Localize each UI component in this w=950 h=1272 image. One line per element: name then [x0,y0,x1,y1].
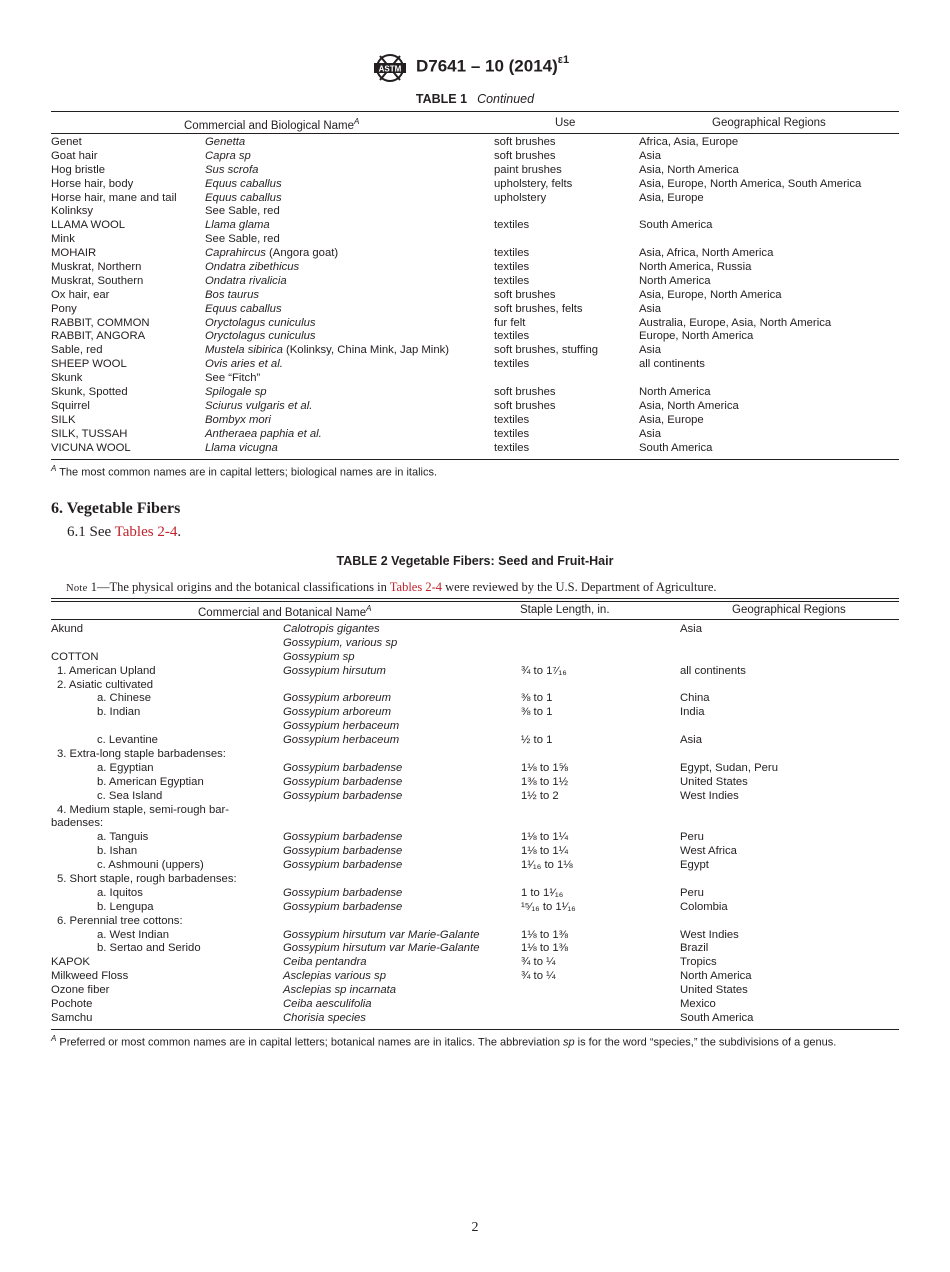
use-cell: fur felt [494,316,526,329]
common-name-cell: 6. Perennial tree cottons: [57,914,183,927]
use-cell: textiles [494,413,530,426]
use-cell: textiles [494,274,530,287]
common-name-cell: Akund [51,623,84,635]
table-row [0,303,950,317]
regions-cell: Australia, Europe, Asia, North America [639,316,832,329]
common-name-cell: Goat hair [51,149,98,162]
table-row [0,804,950,818]
biological-name-note: See Sable, red [205,205,280,218]
table-row [0,247,950,261]
table-row [0,790,950,804]
table2-header-staple: Staple Length, in. [520,604,610,616]
common-name-cell: b. Lengupa [97,900,154,913]
staple-length-cell: ⅜ to 1 [521,692,553,705]
common-name-cell: Skunk, Spotted [51,386,128,399]
table-row [0,192,950,206]
tables-link[interactable]: Tables 2-4 [114,524,178,540]
botanical-name-cell: Asclepias sp incarnata [283,984,397,997]
table-row [0,942,950,956]
biological-name: Antheraea paphia et al. [205,427,322,440]
common-name-cell: Pony [51,302,77,315]
biological-name-note: (Kolinksy, China Mink, Jap Mink) [282,344,450,357]
common-name-cell: 4. Medium staple, semi-rough bar- [57,803,230,816]
biological-name-cell [205,233,280,247]
staple-length-cell: ¹⁵⁄₁₆ to 1¹⁄₁₆ [521,900,576,913]
regions-cell: South America [639,219,713,232]
table-row [0,887,950,901]
table-row [0,692,950,706]
common-name-cell: MOHAIR [51,247,97,260]
table2-header-rule [51,619,899,620]
use-cell: soft brushes [494,399,556,412]
common-name-cell: 5. Short staple, rough barbadenses: [57,873,237,886]
use-cell: textiles [494,441,530,454]
table-row [0,164,950,178]
biological-name-cell [205,289,259,303]
common-name-cell: Ox hair, ear [51,288,110,301]
section-paragraph: 6.1 See Tables 2-4. [67,524,182,540]
biological-name-cell [205,164,258,178]
regions-cell: Asia, Europe [639,191,704,204]
botanical-name-cell: Gossypium herbaceum [283,720,400,733]
regions-cell: Europe, North America [639,330,754,343]
botanical-name-cell: Gossypium barbadense [283,831,403,844]
common-name-cell: 2. Asiatic cultivated [57,678,154,691]
botanical-name-cell: Gossypium arboreum [283,692,391,705]
biological-name-cell [205,442,278,456]
regions-cell: all continents [680,664,746,677]
common-name-cell: RABBIT, COMMON [51,316,150,329]
table-row [0,317,950,331]
biological-name: Capra sp [205,149,251,162]
document-id: D7641 – 10 $(2014)^{\varepsilon 1}$ [416,54,570,76]
common-name-cell: c. Levantine [97,734,158,747]
biological-name: Spilogale sp [205,386,267,399]
table-row [0,873,950,887]
biological-name: Equus caballus [205,177,282,190]
common-name-cell: KAPOK [51,956,90,969]
biological-name-cell [205,205,280,219]
table-row [0,261,950,275]
common-name-cell: COTTON [51,650,99,663]
table-row [0,178,950,192]
regions-cell: all continents [639,358,705,371]
astm-logo-icon [372,52,408,84]
table-row [0,386,950,400]
table1-footnote: $^A$ The most common names are in capital letters; biological names are in italics. [51,464,438,479]
biological-name-cell [205,178,282,192]
common-name-cell: Hog bristle [51,163,105,176]
biological-name-cell [205,428,322,442]
common-name-cell: Samchu [51,1011,93,1024]
use-cell: textiles [494,219,530,232]
table-row [0,1012,950,1026]
table-row [0,330,950,344]
table-row [0,859,950,873]
biological-name: Oryctolagus cuniculus [205,330,316,343]
common-name-cell: VICUNA WOOL [51,441,131,454]
common-name-cell: Milkweed Floss [51,970,129,983]
table2-header-name: Commercial and Botanical Name$^A$ [198,604,372,619]
biological-name-note: See Sable, red [205,233,280,246]
biological-name: Genetta [205,136,246,148]
biological-name: Caprahircus [205,247,266,260]
table-row [0,414,950,428]
staple-length-cell: 1⅛ to 1¼ [521,831,569,844]
table1-caption: TABLE 1 Continued [415,92,535,106]
table-row [0,637,950,651]
table-row [0,748,950,762]
common-name-cell: RABBIT, ANGORA [51,330,146,343]
table-row [0,706,950,720]
table-row [0,665,950,679]
regions-cell: South America [639,441,713,454]
regions-cell: China [680,692,710,705]
use-cell: soft brushes [494,386,556,399]
biological-name: Oryctolagus cuniculus [205,316,316,329]
table-row [0,956,950,970]
common-name-cell: b. Ishan [97,845,138,858]
regions-cell: Asia, Europe [639,413,704,426]
use-cell: soft brushes [494,149,556,162]
botanical-name-cell: Gossypium arboreum [283,706,391,719]
biological-name: Ovis aries et al. [205,358,283,371]
common-name-cell: Kolinksy [51,205,94,218]
biological-name: Bombyx mori [205,413,271,426]
staple-length-cell: 1¹⁄₁₆ to 1⅛ [521,859,573,872]
regions-cell: North America [639,386,711,399]
biological-name-cell [205,303,282,317]
table-row [0,998,950,1012]
table-row [0,358,950,372]
table-row [0,289,950,303]
table-row [0,901,950,915]
common-name-cell: SILK, TUSSAH [51,427,128,440]
staple-length-cell: 1⅜ to 1½ [521,775,569,788]
regions-cell: North America [639,274,711,287]
common-name-cell: Horse hair, body [51,177,134,190]
biological-name-cell [205,275,287,289]
botanical-name-cell: Asclepias various sp [283,970,386,983]
use-cell: soft brushes [494,288,556,301]
biological-name-cell [205,330,316,344]
regions-cell: United States [680,775,748,788]
use-cell: textiles [494,261,530,274]
botanical-name-cell: Gossypium, various sp [283,636,398,649]
biological-name-cell [205,400,312,414]
common-name-cell: 1. American Upland [57,664,156,677]
regions-cell: United States [680,984,748,997]
common-name-cell: a. Tanguis [97,831,149,844]
table-row [0,915,950,929]
table-row [0,233,950,247]
staple-length-cell: ½ to 1 [521,734,553,747]
regions-cell: West Africa [680,845,737,858]
table1-header-rule [51,133,899,134]
common-name-cell: Genet [51,136,82,148]
table-row [0,344,950,358]
table1-bottom-rule [51,459,899,460]
table2-bottom-rule [51,1029,899,1030]
biological-name-cell [205,358,283,372]
common-name-cell: Skunk [51,372,83,385]
botanical-name-cell: Gossypium sp [283,650,355,663]
common-name-cell: Sable, red [51,344,103,357]
staple-length-cell: 1 to 1¹⁄₁₆ [521,886,564,899]
table-row [0,734,950,748]
regions-cell: Tropics [680,956,717,969]
regions-cell: India [680,706,705,719]
common-name-cell: Mink [51,233,75,246]
biological-name: Bos taurus [205,288,260,301]
staple-length-cell: 1⅛ to 1⅝ [521,761,569,774]
table-row [0,776,950,790]
table1-top-rule [51,111,899,112]
biological-name-note: (Angora goat) [265,247,339,260]
regions-cell: West Indies [680,928,739,941]
regions-cell: South America [680,1011,754,1024]
use-cell: upholstery, felts [494,177,573,190]
biological-name-cell [205,317,316,331]
staple-length-cell: ¾ to 1⁷⁄₁₆ [521,664,567,677]
common-name-cell: LLAMA WOOL [51,219,126,232]
regions-cell: Asia, Africa, North America [639,247,774,260]
regions-cell: North America, Russia [639,261,752,274]
biological-name: Ondatra zibethicus [205,261,300,274]
staple-length-cell: 1⅛ to 1⅜ [521,942,569,955]
use-cell: textiles [494,330,530,343]
table-row [0,136,950,150]
table-row [0,817,950,831]
common-name-cell: Muskrat, Northern [51,261,142,274]
common-name-cell: SILK [51,413,76,426]
botanical-name-cell: Gossypium barbadense [283,761,403,774]
common-name-cell: Squirrel [51,399,90,412]
regions-cell: Asia, Europe, North America [639,288,782,301]
regions-cell: Asia, North America [639,399,739,412]
staple-length-cell: ⅜ to 1 [521,706,553,719]
staple-length-cell: 1⅛ to 1¼ [521,845,569,858]
staple-length-cell: 1½ to 2 [521,789,559,802]
common-name-cell: badenses: [51,817,104,830]
biological-name-note: See “Fitch” [205,372,261,385]
regions-cell: Asia [680,734,702,747]
common-name-cell: c. Sea Island [97,789,163,802]
biological-name: Llama glama [205,219,270,232]
table1-header-use: Use [555,117,576,129]
table-row [0,679,950,693]
biological-name-cell [205,192,282,206]
botanical-name-cell: Gossypium barbadense [283,886,403,899]
botanical-name-cell: Gossypium barbadense [283,900,403,913]
staple-length-cell: 1⅛ to 1⅜ [521,928,569,941]
botanical-name-cell: Gossypium barbadense [283,789,403,802]
table2-header-regions: Geographical Regions [732,604,846,616]
regions-cell: Asia, North America [639,163,739,176]
botanical-name-cell: Ceiba pentandra [283,956,367,969]
use-cell: soft brushes, stuffing [494,344,599,357]
use-cell: textiles [494,427,530,440]
regions-cell: Egypt [680,859,709,872]
table1-body [0,136,950,455]
staple-length-cell: ¾ to ¼ [521,956,556,969]
table1-header-name: Commercial and Biological Name$^A$ [184,117,360,132]
table-row [0,845,950,859]
table-row [0,400,950,414]
regions-cell: Peru [680,831,704,844]
regions-cell: Brazil [680,942,709,955]
common-name-cell: a. Chinese [97,692,152,705]
regions-cell: Asia, Europe, North America, South America [639,177,862,190]
use-cell: upholstery [494,191,547,204]
biological-name-cell [205,150,251,164]
common-name-cell: Pochote [51,998,93,1011]
table-row [0,150,950,164]
regions-cell: Asia [639,302,661,315]
table2-note-link[interactable]: Tables 2-4 [389,580,442,594]
botanical-name-cell: Gossypium barbadense [283,859,403,872]
biological-name-cell [205,261,299,275]
common-name-cell: b. American Egyptian [97,775,204,788]
regions-cell: Africa, Asia, Europe [639,136,739,148]
biological-name: Llama vicugna [205,441,278,454]
botanical-name-cell: Gossypium barbadense [283,845,403,858]
page-number: 2 [471,1220,479,1235]
use-cell: soft brushes [494,136,556,148]
regions-cell: Asia [639,344,661,357]
botanical-name-cell: Gossypium hirsutum [283,664,386,677]
common-name-cell: Horse hair, mane and tail [51,191,177,204]
regions-cell: Colombia [680,900,728,913]
table2-body [0,623,950,1026]
table1-header-regions: Geographical Regions [712,117,826,129]
biological-name-cell [205,136,245,150]
use-cell: soft brushes, felts [494,302,583,315]
regions-cell: North America [680,970,752,983]
table-row [0,442,950,456]
table-row [0,929,950,943]
regions-cell: West Indies [680,789,739,802]
common-name-cell: b. Indian [97,706,141,719]
table2-top-rule-2 [51,601,899,602]
table-row [0,720,950,734]
common-name-cell: Ozone fiber [51,984,110,997]
table-row [0,372,950,386]
botanical-name-cell: Ceiba aesculifolia [283,998,372,1011]
table2-note: Note 1—The physical origins and the botanical classifications in Tables 2-4 were reviewed by the U.S. Department of Agriculture. [66,580,717,594]
botanical-name-cell: Gossypium hirsutum var Marie-Galante [283,928,480,941]
table-row [0,970,950,984]
common-name-cell: SHEEP WOOL [51,358,127,371]
page-header [0,52,950,84]
biological-name: Sus scrofa [205,163,259,176]
use-cell: paint brushes [494,163,562,176]
biological-name-cell [205,386,267,400]
common-name-cell: b. Sertao and Serido [97,942,201,955]
table-row [0,651,950,665]
botanical-name-cell: Calotropis gigantes [283,623,380,635]
section-heading: 6. Vegetable Fibers [51,500,181,517]
table-row [0,428,950,442]
table-row [0,623,950,637]
botanical-name-cell: Gossypium hirsutum var Marie-Galante [283,942,480,955]
table-row [0,275,950,289]
biological-name: Sciurus vulgaris et al. [205,399,313,412]
botanical-name-cell: Gossypium herbaceum [283,734,400,747]
regions-cell: Egypt, Sudan, Peru [680,761,778,774]
common-name-cell: a. Egyptian [97,761,154,774]
table-row [0,219,950,233]
biological-name: Equus caballus [205,191,282,204]
table2-footnote: $^A$ Preferred or most common names are in capital letters; botanical names are in italics. The abbreviation sp is for the word “species,” the subdivisions of a genus. [51,1034,837,1049]
regions-cell: Mexico [680,998,716,1011]
table2-top-rule [51,598,899,599]
regions-cell: Asia [639,149,661,162]
biological-name-cell [205,219,270,233]
table-row [0,984,950,998]
biological-name: Mustela sibirica [205,344,283,357]
common-name-cell: a. West Indian [97,928,170,941]
biological-name-cell [205,372,260,386]
regions-cell: Peru [680,886,704,899]
botanical-name-cell: Chorisia species [283,1011,366,1024]
common-name-cell: 3. Extra-long staple barbadenses: [57,748,226,761]
regions-cell: Asia [680,623,702,635]
regions-cell: Asia [639,427,661,440]
biological-name-cell [205,247,338,261]
table2-caption: TABLE 2 Vegetable Fibers: Seed and Fruit-Hair [336,554,614,568]
botanical-name-cell: Gossypium barbadense [283,775,403,788]
common-name-cell: c. Ashmouni (uppers) [97,859,204,872]
common-name-cell: a. Iquitos [97,886,143,899]
use-cell: textiles [494,358,530,371]
table-row [0,762,950,776]
biological-name-cell [205,344,449,358]
common-name-cell: Muskrat, Southern [51,274,144,287]
biological-name: Equus caballus [205,302,282,315]
svg-text:ASTM: ASTM [378,64,402,74]
biological-name: Ondatra rivalicia [205,274,287,287]
table-row [0,831,950,845]
staple-length-cell: ¾ to ¼ [521,970,556,983]
table-row [0,205,950,219]
use-cell: textiles [494,247,530,260]
biological-name-cell [205,414,271,428]
